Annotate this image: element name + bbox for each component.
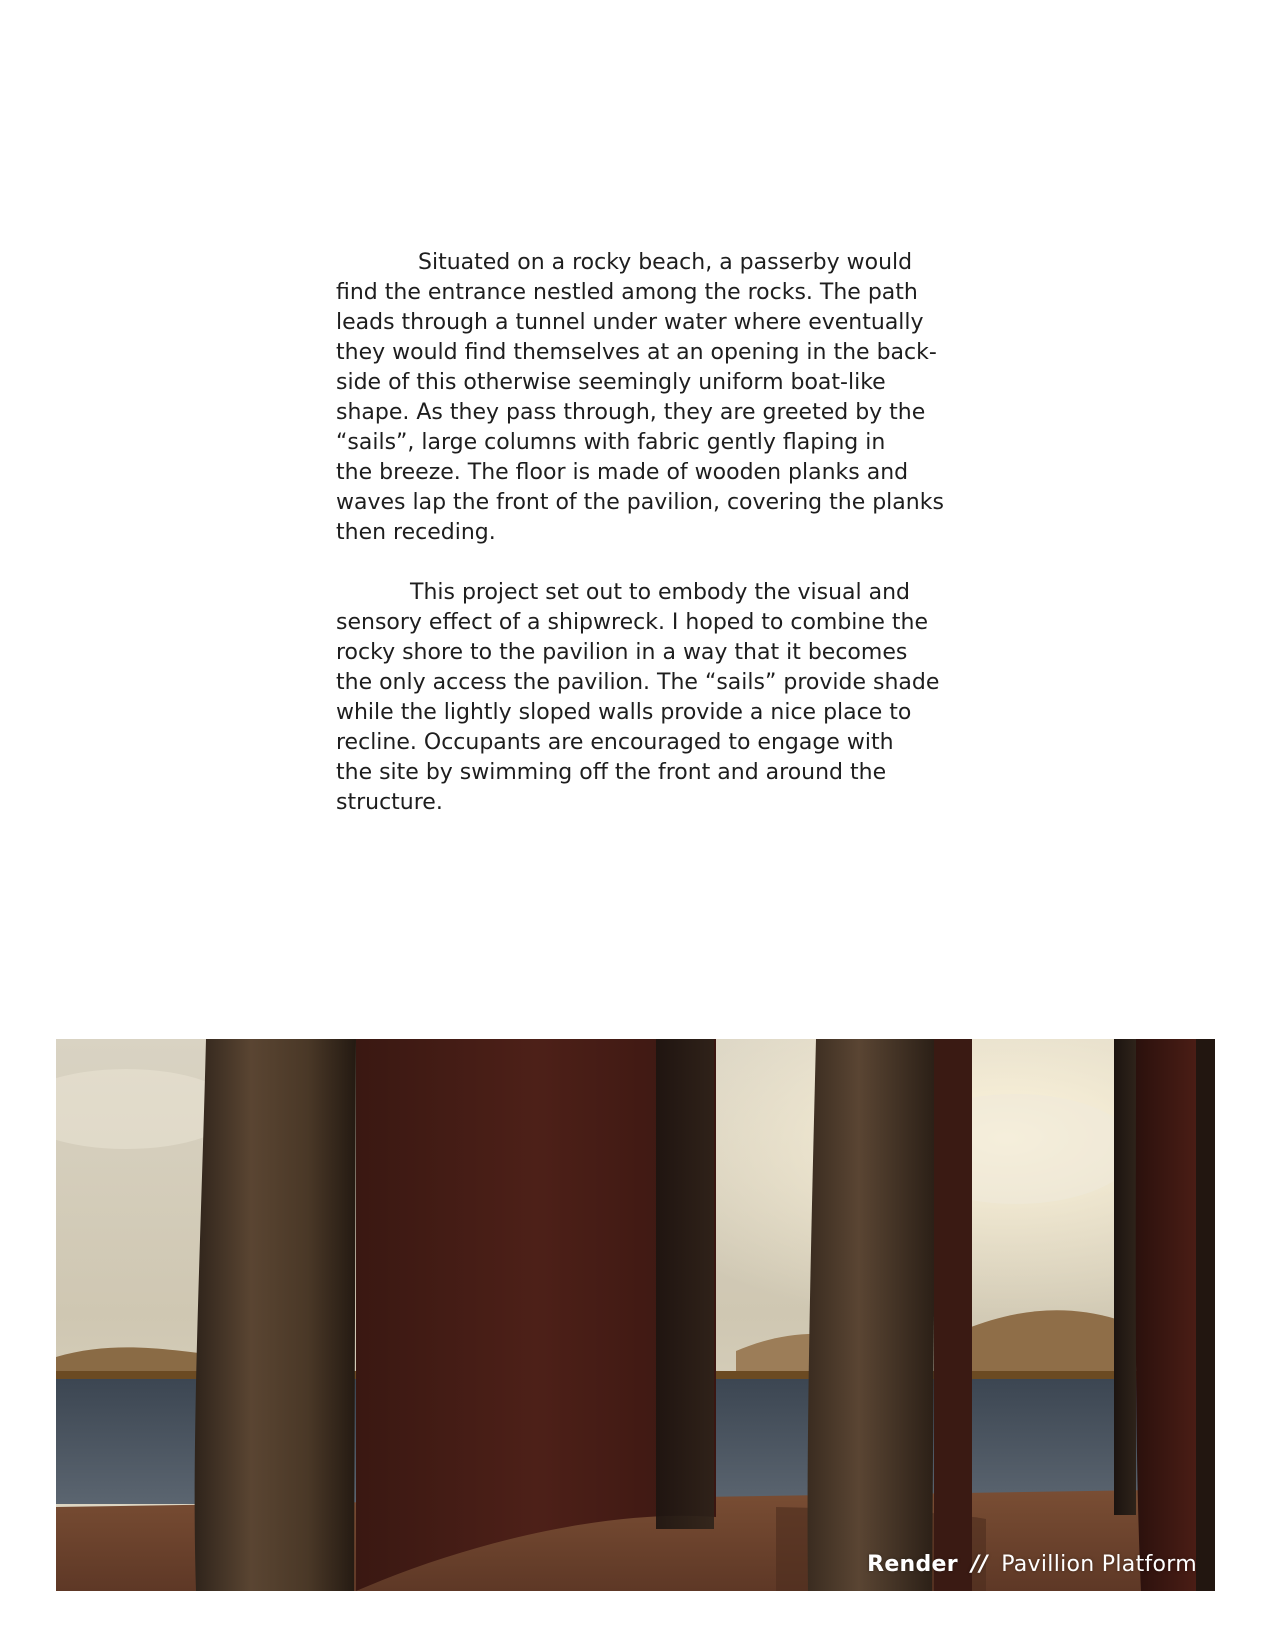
render-caption: [867, 1552, 1197, 1577]
caption-title: Pavillion Platform: [1001, 1552, 1197, 1577]
text-line: This project set out to embody the visual and: [410, 580, 910, 605]
text-line: the only access the pavilion. The “sails” provide shade: [336, 670, 940, 695]
text-line: side of this otherwise seemingly uniform boat-like: [336, 370, 886, 395]
text-line: the site by swimming off the front and around the: [336, 760, 887, 785]
text-line: shape. As they pass through, they are greeted by the: [336, 400, 926, 425]
fabric-sail: [1136, 1039, 1196, 1591]
paragraph-project-intent: [336, 578, 956, 818]
column: [1114, 1039, 1136, 1515]
body-text: [336, 248, 956, 818]
text-line: the breeze. The floor is made of wooden planks and: [336, 460, 909, 485]
text-line: then receding.: [336, 520, 496, 545]
render-image: [56, 1039, 1215, 1591]
column: [195, 1039, 356, 1591]
text-line: structure.: [336, 790, 443, 815]
text-line: sensory effect of a shipwreck. I hoped to combine the: [336, 610, 928, 635]
paragraph-site-description: [336, 248, 956, 548]
text-line: rocky shore to the pavilion in a way that it becomes: [336, 640, 908, 665]
render-illustration: [56, 1039, 1215, 1591]
column: [808, 1039, 936, 1591]
text-line: Situated on a rocky beach, a passerby would: [418, 250, 913, 275]
text-line: leads through a tunnel under water where eventually: [336, 310, 924, 335]
fabric-sail: [934, 1039, 972, 1591]
text-line: “sails”, large columns with fabric gently flaping in: [336, 430, 886, 455]
text-line: recline. Occupants are encouraged to engage with: [336, 730, 894, 755]
caption-label: Render: [867, 1552, 958, 1577]
text-line: while the lightly sloped walls provide a nice place to: [336, 700, 912, 725]
text-line: waves lap the front of the pavilion, covering the planks: [336, 490, 944, 515]
text-line: they would find themselves at an opening in the back-: [336, 340, 937, 365]
caption-separator: //: [971, 1552, 988, 1577]
text-line: find the entrance nestled among the rocks. The path: [336, 280, 918, 305]
sail-edge: [656, 1039, 714, 1529]
column: [1196, 1039, 1215, 1591]
